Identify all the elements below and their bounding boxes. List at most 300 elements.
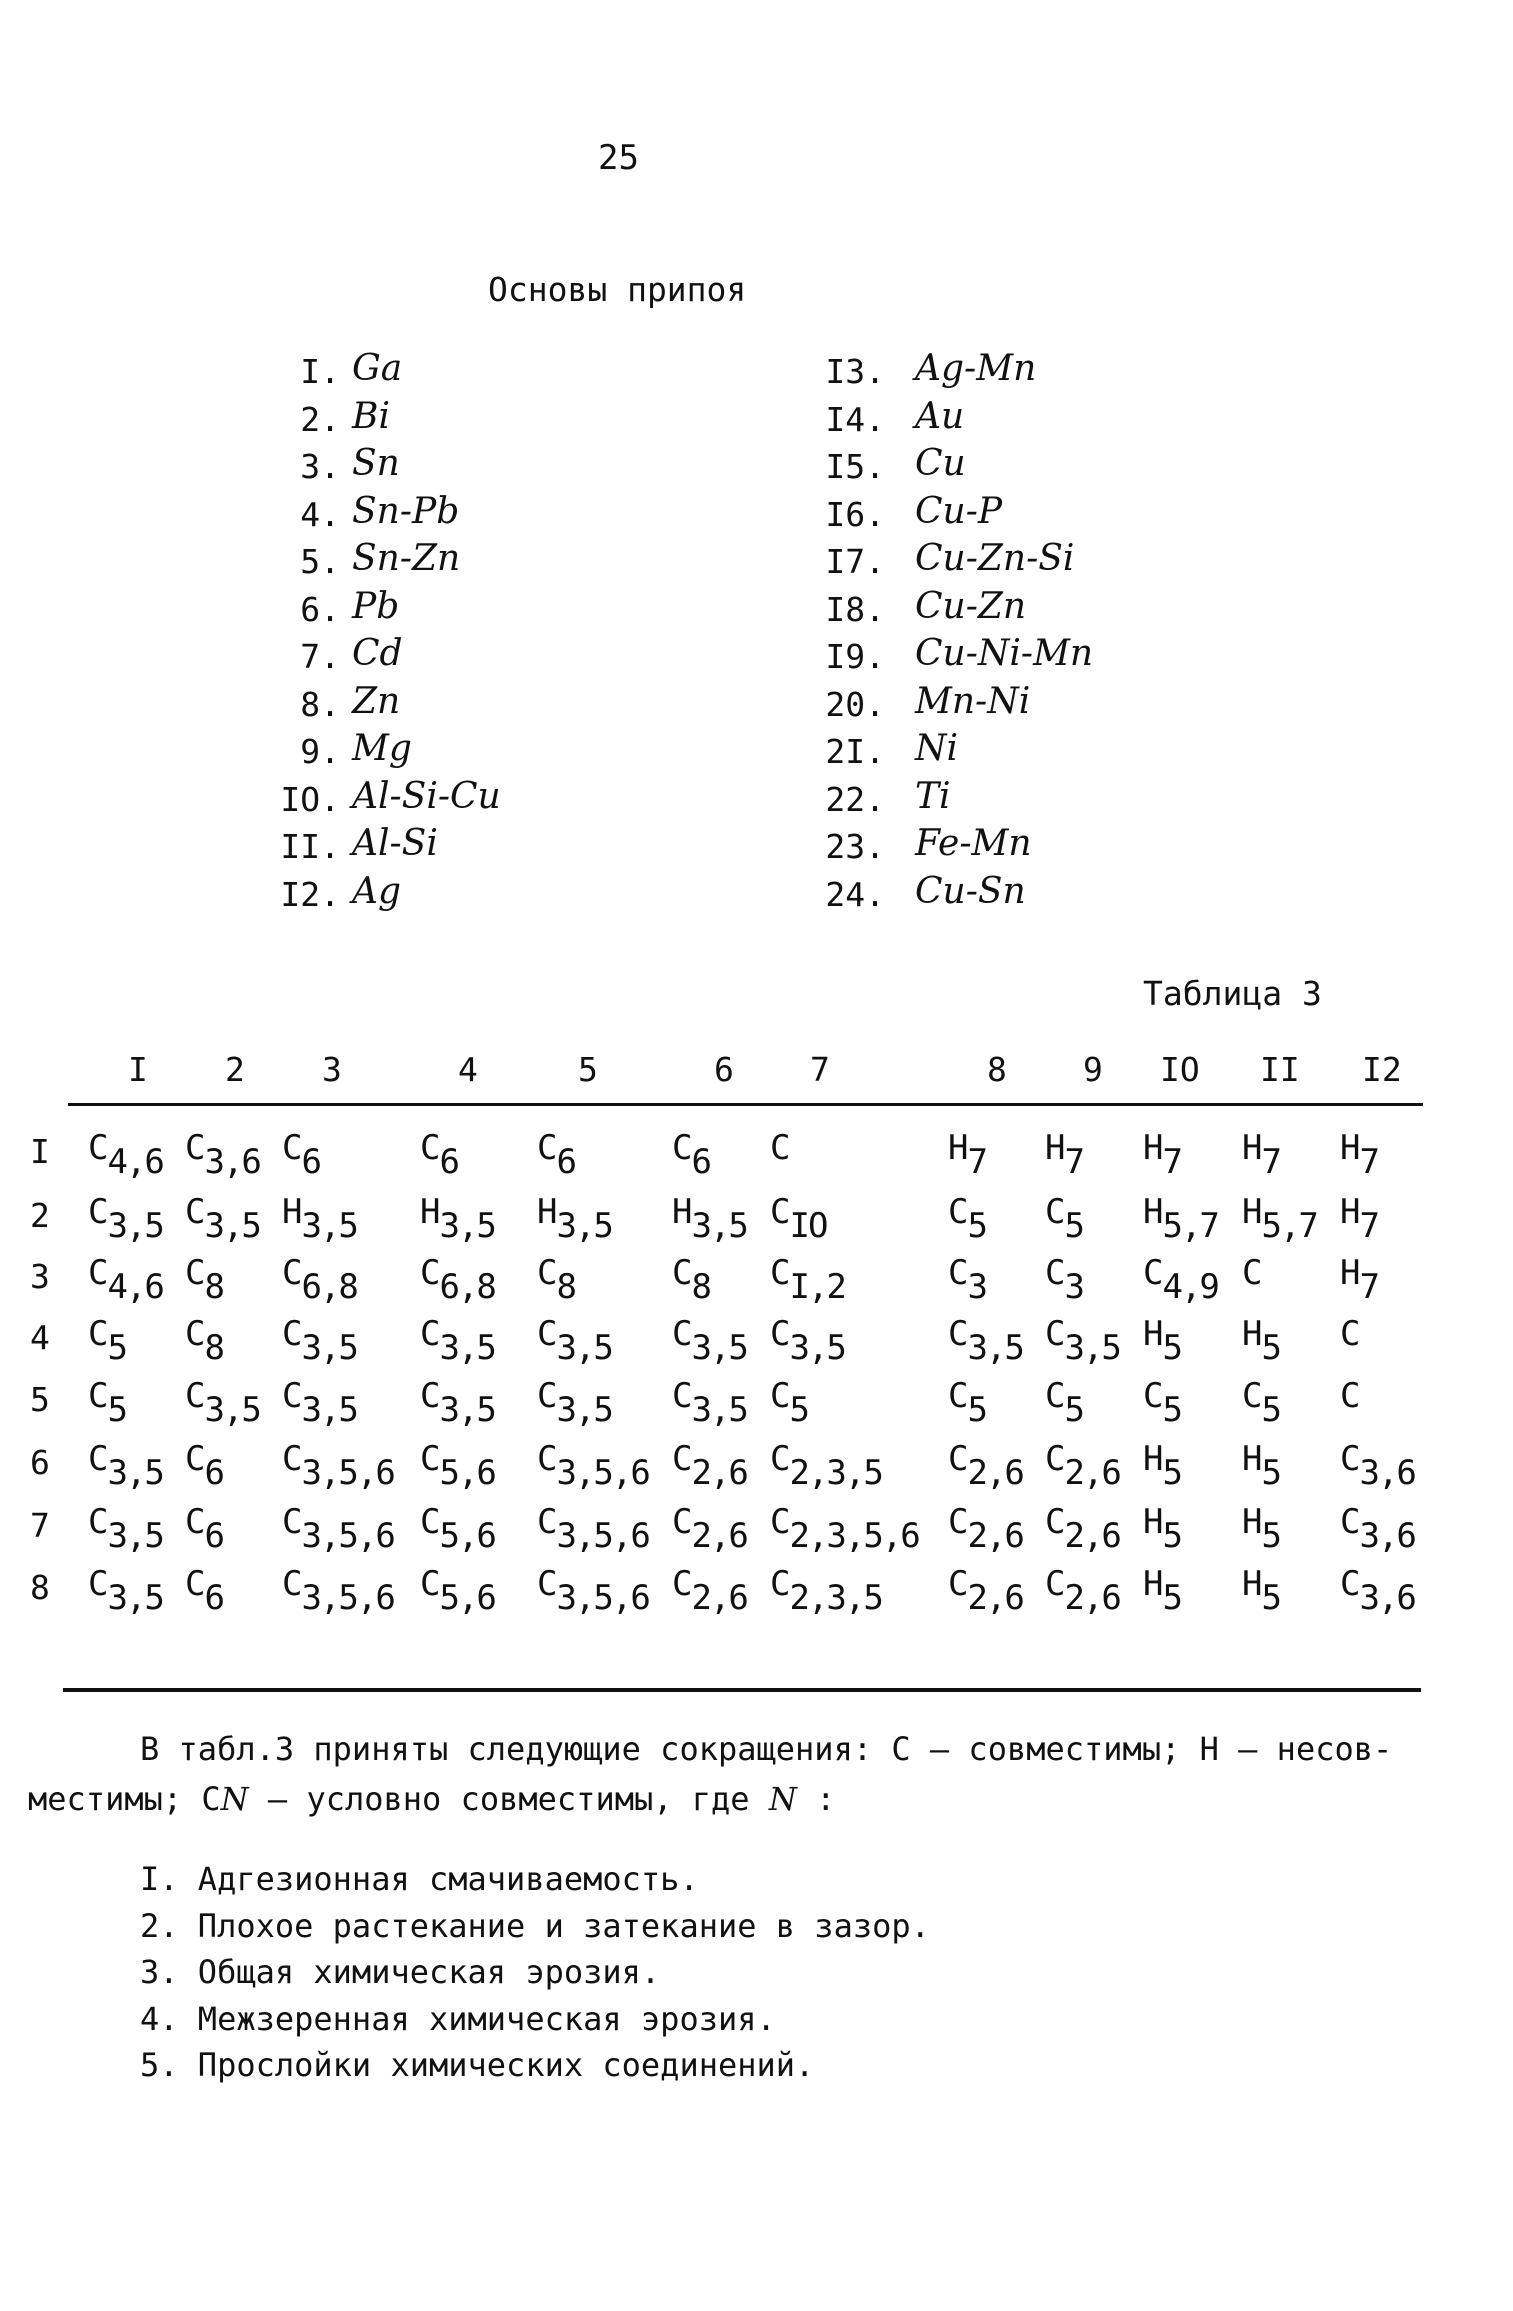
cell-criteria: 3	[1064, 1267, 1083, 1307]
table-cell	[1143, 1564, 1181, 1618]
alloy-number: I5.	[825, 447, 885, 486]
alloy-number: 20.	[825, 684, 885, 724]
row-label: 3	[30, 1257, 50, 1296]
cell-criteria: 3,5,6	[556, 1578, 649, 1618]
legend-note-var: N	[220, 1780, 249, 1818]
alloy-number: I3.	[825, 352, 885, 391]
alloy-number: 23.	[825, 827, 885, 866]
cell-code: C	[770, 1192, 790, 1232]
cell-criteria: 2,3,5	[789, 1578, 882, 1618]
cell-criteria: 7	[1261, 1142, 1280, 1182]
table-cell	[282, 1314, 357, 1368]
cell-criteria: 5	[1162, 1328, 1181, 1368]
table-cell	[948, 1253, 986, 1307]
criterion-item: 2. Плохое растекание и затекание в зазор.	[140, 1906, 930, 1945]
alloy-number: I9.	[825, 637, 885, 676]
cell-criteria: 6	[204, 1516, 223, 1556]
cell-code: C	[1045, 1439, 1065, 1479]
cell-criteria: 3,5	[107, 1516, 163, 1556]
table-cell	[1143, 1192, 1218, 1246]
table-cell	[420, 1253, 495, 1307]
table-cell	[1045, 1439, 1120, 1493]
cell-code: C	[770, 1376, 790, 1416]
table-cell	[282, 1502, 394, 1556]
cell-criteria: 2,6	[1064, 1516, 1120, 1556]
cell-criteria: 3,5	[556, 1328, 612, 1368]
table-cell	[770, 1564, 882, 1618]
cell-criteria: 3,5	[301, 1390, 357, 1430]
cell-criteria: 6,8	[301, 1267, 357, 1307]
cell-criteria: 8	[204, 1267, 223, 1307]
cell-criteria: 5	[1261, 1390, 1280, 1430]
table-cell	[672, 1192, 747, 1246]
cell-code: H	[1045, 1128, 1065, 1168]
table-cell	[88, 1314, 126, 1368]
cell-code: C	[672, 1253, 692, 1293]
table-cell	[770, 1314, 845, 1368]
table-bottom-rule	[63, 1688, 1421, 1692]
cell-code: C	[770, 1439, 790, 1479]
cell-code: C	[1045, 1192, 1065, 1232]
cell-criteria: 2,6	[1064, 1578, 1120, 1618]
cell-criteria: 3,5,6	[556, 1516, 649, 1556]
cell-code: C	[1340, 1502, 1360, 1542]
table-cell	[1242, 1253, 1261, 1293]
cell-criteria: 5	[1162, 1578, 1181, 1618]
table-cell	[948, 1128, 986, 1182]
row-label: 8	[30, 1568, 50, 1607]
cell-criteria: 6	[439, 1142, 458, 1182]
table-cell	[1340, 1253, 1378, 1307]
cell-code: C	[948, 1253, 968, 1293]
cell-code: C	[770, 1128, 790, 1168]
row-label: I	[30, 1132, 50, 1171]
cell-code: C	[420, 1376, 440, 1416]
table-cell	[1143, 1376, 1181, 1430]
cell-code: C	[948, 1564, 968, 1604]
column-header: 3	[322, 1050, 342, 1089]
alloy-number: 7.	[300, 637, 340, 676]
cell-criteria: 5	[1162, 1516, 1181, 1556]
cell-criteria: 7	[1359, 1267, 1378, 1307]
alloy-name: Sn	[352, 443, 400, 484]
table-cell	[1340, 1314, 1359, 1354]
alloy-number: 8.	[300, 684, 340, 724]
table-cell	[672, 1564, 747, 1618]
column-header: 6	[714, 1050, 734, 1089]
cell-code: C	[672, 1128, 692, 1168]
cell-code: C	[185, 1502, 205, 1542]
cell-code: C	[948, 1314, 968, 1354]
cell-code: H	[1242, 1192, 1262, 1232]
legend-note-line1: В табл.3 приняты следующие сокращения: С – совместимы; Н – несов-	[140, 1730, 1393, 1768]
cell-code: C	[770, 1502, 790, 1542]
table-cell	[88, 1502, 163, 1556]
cell-code: H	[1143, 1314, 1163, 1354]
cell-code: C	[88, 1128, 108, 1168]
table-cell	[1045, 1564, 1120, 1618]
alloy-number: 2.	[300, 399, 340, 439]
table-cell	[185, 1439, 223, 1493]
alloy-number: 5.	[300, 542, 340, 581]
alloy-name: Al-Si	[352, 823, 438, 864]
table-cell	[770, 1192, 827, 1246]
column-header: 7	[810, 1050, 830, 1089]
cell-criteria: 3,5	[691, 1390, 747, 1430]
column-header: 4	[458, 1050, 478, 1089]
table-cell	[88, 1376, 126, 1430]
cell-criteria: 2,6	[1064, 1453, 1120, 1493]
cell-code: C	[672, 1502, 692, 1542]
cell-code: C	[420, 1128, 440, 1168]
column-header: II	[1260, 1050, 1300, 1089]
table-cell	[282, 1439, 394, 1493]
column-header: I2	[1362, 1050, 1402, 1089]
table-cell	[672, 1128, 710, 1182]
table-cell	[282, 1376, 357, 1430]
table-cell	[185, 1314, 223, 1368]
cell-code: H	[282, 1192, 302, 1232]
cell-criteria: 5	[789, 1390, 808, 1430]
alloy-name: Zn	[352, 680, 401, 722]
cell-code: C	[537, 1564, 557, 1604]
alloy-name: Cu-Ni-Mn	[915, 633, 1094, 674]
table-cell	[537, 1128, 575, 1182]
table-cell	[1143, 1439, 1181, 1493]
cell-code: C	[1340, 1564, 1360, 1604]
cell-code: H	[1143, 1564, 1163, 1604]
alloy-number: 24.	[825, 874, 885, 914]
cell-criteria: 3,6	[204, 1142, 260, 1182]
cell-code: C	[88, 1253, 108, 1293]
cell-criteria: 5	[1261, 1578, 1280, 1618]
cell-criteria: IO	[789, 1206, 827, 1246]
alloy-number: I4.	[825, 399, 885, 439]
cell-code: C	[1045, 1253, 1065, 1293]
table-cell	[420, 1439, 495, 1493]
cell-code: C	[420, 1564, 440, 1604]
alloy-name: Mn-Ni	[915, 680, 1031, 722]
table-cell	[770, 1128, 789, 1168]
cell-criteria: 3,6	[1359, 1453, 1415, 1493]
row-label: 6	[30, 1443, 50, 1482]
table-cell	[537, 1192, 612, 1246]
alloy-number: 2I.	[825, 732, 885, 771]
cell-criteria: 2,6	[691, 1516, 747, 1556]
cell-criteria: 2,6	[967, 1578, 1023, 1618]
cell-criteria: 5	[967, 1206, 986, 1246]
cell-criteria: 6,8	[439, 1267, 495, 1307]
alloy-name: Al-Si-Cu	[352, 775, 501, 817]
alloy-number: I2.	[280, 874, 340, 914]
cell-code: C	[282, 1564, 302, 1604]
table-cell	[948, 1192, 986, 1246]
cell-code: C	[282, 1376, 302, 1416]
cell-criteria: 5	[107, 1390, 126, 1430]
table-cell	[420, 1376, 495, 1430]
alloy-number: 6.	[300, 589, 340, 629]
table-cell	[1045, 1314, 1120, 1368]
table-cell	[1340, 1439, 1415, 1493]
table-cell	[420, 1502, 495, 1556]
cell-criteria: 6	[204, 1578, 223, 1618]
table-cell	[948, 1439, 1023, 1493]
cell-criteria: 3,5	[301, 1206, 357, 1246]
cell-code: C	[282, 1128, 302, 1168]
cell-criteria: 4,6	[107, 1267, 163, 1307]
cell-code: C	[88, 1439, 108, 1479]
table-cell	[1045, 1192, 1083, 1246]
alloy-name: Cu-Zn-Si	[915, 538, 1075, 579]
column-header: 9	[1083, 1050, 1103, 1089]
legend-note-text-b: – условно совместимы, где	[248, 1780, 769, 1818]
alloy-number: I8.	[825, 589, 885, 629]
alloy-name: Pb	[352, 585, 400, 627]
cell-code: C	[1340, 1439, 1360, 1479]
table-cell	[770, 1376, 808, 1430]
table-cell	[770, 1502, 919, 1556]
alloy-name: Sn-Zn	[352, 538, 461, 579]
cell-code: C	[1045, 1376, 1065, 1416]
cell-criteria: 5,7	[1162, 1206, 1218, 1246]
alloy-name: Cu	[915, 443, 966, 484]
cell-criteria: 6	[204, 1453, 223, 1493]
cell-criteria: 7	[1359, 1142, 1378, 1182]
cell-criteria: 5	[967, 1390, 986, 1430]
table-cell	[1045, 1253, 1083, 1307]
cell-code: C	[282, 1253, 302, 1293]
cell-criteria: 5	[1261, 1328, 1280, 1368]
cell-criteria: 6	[691, 1142, 710, 1182]
cell-criteria: 3,5,6	[301, 1516, 394, 1556]
cell-criteria: 7	[967, 1142, 986, 1182]
cell-criteria: 3,5,6	[556, 1453, 649, 1493]
cell-code: C	[672, 1376, 692, 1416]
row-label: 7	[30, 1506, 50, 1545]
table-cell	[185, 1502, 223, 1556]
cell-code: H	[1242, 1128, 1262, 1168]
cell-code: H	[1242, 1502, 1262, 1542]
cell-criteria: 8	[556, 1267, 575, 1307]
cell-code: C	[537, 1502, 557, 1542]
cell-criteria: 3,5	[107, 1453, 163, 1493]
cell-code: H	[1143, 1192, 1163, 1232]
cell-code: C	[420, 1253, 440, 1293]
table-cell	[1143, 1314, 1181, 1368]
cell-criteria: 3,5	[789, 1328, 845, 1368]
table-cell	[1340, 1376, 1359, 1416]
cell-criteria: 3,5	[204, 1390, 260, 1430]
alloy-name: Cd	[352, 633, 403, 674]
table-cell	[672, 1439, 747, 1493]
table-cell	[1340, 1502, 1415, 1556]
cell-code: C	[537, 1128, 557, 1168]
section-heading: Основы припоя	[488, 270, 747, 309]
table-cell	[1045, 1502, 1120, 1556]
cell-code: H	[1143, 1439, 1163, 1479]
cell-code: C	[282, 1439, 302, 1479]
cell-criteria: 8	[691, 1267, 710, 1307]
alloy-name: Ag	[352, 870, 402, 912]
cell-criteria: 3,5	[691, 1328, 747, 1368]
cell-code: H	[1242, 1564, 1262, 1604]
cell-code: H	[948, 1128, 968, 1168]
row-label: 4	[30, 1318, 50, 1357]
cell-criteria: 5,6	[439, 1578, 495, 1618]
alloy-name: Bi	[352, 395, 390, 437]
table-cell	[420, 1192, 495, 1246]
cell-criteria: 3,5	[967, 1328, 1023, 1368]
cell-code: C	[88, 1564, 108, 1604]
table-caption: Таблица 3	[1143, 974, 1322, 1013]
cell-code: C	[1242, 1253, 1262, 1293]
alloy-name: Cu-Zn	[915, 585, 1027, 627]
alloy-name: Cu-Sn	[915, 870, 1026, 912]
cell-code: C	[1143, 1253, 1163, 1293]
table-cell	[1143, 1502, 1181, 1556]
table-cell	[282, 1253, 357, 1307]
legend-note-var2: N	[768, 1780, 797, 1818]
cell-criteria: 5	[107, 1328, 126, 1368]
cell-code: C	[537, 1253, 557, 1293]
table-cell	[282, 1192, 357, 1246]
cell-code: C	[420, 1502, 440, 1542]
cell-criteria: 6	[556, 1142, 575, 1182]
cell-code: H	[1143, 1502, 1163, 1542]
cell-criteria: 2,6	[691, 1453, 747, 1493]
cell-criteria: 2,3,5,6	[789, 1516, 919, 1556]
alloy-number: I.	[300, 352, 340, 391]
page-number: 25	[598, 138, 639, 178]
table-cell	[537, 1376, 612, 1430]
alloy-number: 3.	[300, 447, 340, 486]
table-cell	[672, 1314, 747, 1368]
table-cell	[537, 1253, 575, 1307]
cell-code: C	[1340, 1376, 1360, 1416]
cell-code: C	[948, 1376, 968, 1416]
cell-code: C	[185, 1564, 205, 1604]
table-cell	[1242, 1376, 1280, 1430]
alloy-number: II.	[280, 827, 340, 866]
cell-criteria: 2,3,5	[789, 1453, 882, 1493]
alloy-number: 22.	[825, 779, 885, 819]
cell-criteria: 3,5	[439, 1206, 495, 1246]
cell-code: H	[1143, 1128, 1163, 1168]
alloy-name: Sn-Pb	[352, 490, 460, 532]
alloy-name: Ag-Mn	[915, 348, 1037, 389]
row-label: 2	[30, 1196, 50, 1235]
cell-code: C	[185, 1253, 205, 1293]
cell-code: C	[537, 1314, 557, 1354]
alloy-name: Ni	[915, 728, 959, 769]
cell-code: C	[185, 1192, 205, 1232]
table-cell	[88, 1128, 163, 1182]
row-label: 5	[30, 1380, 50, 1419]
cell-criteria: 7	[1359, 1206, 1378, 1246]
alloy-name: Mg	[352, 728, 412, 769]
table-cell	[1340, 1128, 1378, 1182]
cell-code: C	[1143, 1376, 1163, 1416]
alloy-name: Ti	[915, 775, 951, 817]
cell-code: C	[948, 1439, 968, 1479]
table-cell	[1242, 1502, 1280, 1556]
cell-criteria: 3,5	[204, 1206, 260, 1246]
cell-code: H	[1340, 1192, 1360, 1232]
column-header: 5	[578, 1050, 598, 1089]
table-cell	[672, 1253, 710, 1307]
table-cell	[185, 1253, 223, 1307]
cell-criteria: 7	[1162, 1142, 1181, 1182]
cell-code: C	[770, 1314, 790, 1354]
criterion-item: I. Адгезионная смачиваемость.	[140, 1860, 699, 1898]
cell-criteria: 3,5,6	[301, 1453, 394, 1493]
alloy-number: I7.	[825, 542, 885, 581]
column-header: IO	[1160, 1050, 1200, 1089]
cell-criteria: 5	[1064, 1206, 1083, 1246]
cell-criteria: 5,6	[439, 1516, 495, 1556]
cell-criteria: 5	[1162, 1390, 1181, 1430]
cell-code: H	[420, 1192, 440, 1232]
cell-code: C	[185, 1314, 205, 1354]
cell-code: C	[185, 1128, 205, 1168]
alloy-number: 4.	[300, 494, 340, 534]
cell-criteria: 5	[1261, 1453, 1280, 1493]
table-cell	[282, 1564, 394, 1618]
table-cell	[948, 1314, 1023, 1368]
table-cell	[185, 1564, 223, 1618]
legend-note-line2	[28, 1780, 835, 1818]
alloy-name: Ga	[352, 348, 403, 389]
cell-criteria: 2,6	[967, 1516, 1023, 1556]
cell-code: C	[1045, 1314, 1065, 1354]
cell-criteria: 3,5	[691, 1206, 747, 1246]
cell-code: C	[185, 1376, 205, 1416]
cell-code: C	[770, 1564, 790, 1604]
cell-criteria: 3,6	[1359, 1516, 1415, 1556]
cell-code: C	[1340, 1314, 1360, 1354]
column-header: I	[128, 1050, 148, 1089]
cell-criteria: 3,6	[1359, 1578, 1415, 1618]
cell-code: C	[537, 1376, 557, 1416]
legend-note-text-a: местимы; С	[28, 1780, 221, 1818]
cell-criteria: 8	[204, 1328, 223, 1368]
table-cell	[1045, 1376, 1083, 1430]
table-cell	[420, 1314, 495, 1368]
alloy-number: IO.	[280, 779, 340, 819]
table-top-rule	[68, 1103, 1423, 1106]
cell-criteria: 5	[1162, 1453, 1181, 1493]
alloy-number: 9.	[300, 732, 340, 771]
cell-code: C	[1045, 1502, 1065, 1542]
cell-code: H	[1340, 1128, 1360, 1168]
table-cell	[185, 1376, 260, 1430]
alloy-name: Fe-Mn	[915, 823, 1032, 864]
table-cell	[185, 1192, 260, 1246]
cell-code: C	[282, 1314, 302, 1354]
cell-code: C	[1045, 1564, 1065, 1604]
table-cell	[1242, 1314, 1280, 1368]
cell-code: C	[1242, 1376, 1262, 1416]
cell-code: H	[1242, 1439, 1262, 1479]
table-cell	[1242, 1192, 1317, 1246]
cell-criteria: 3,5,6	[301, 1578, 394, 1618]
cell-criteria: 3,5	[301, 1328, 357, 1368]
cell-criteria: 5,7	[1261, 1206, 1317, 1246]
table-cell	[948, 1502, 1023, 1556]
table-cell	[1143, 1253, 1218, 1307]
cell-criteria: 3,5	[107, 1206, 163, 1246]
column-header: 2	[225, 1050, 245, 1089]
